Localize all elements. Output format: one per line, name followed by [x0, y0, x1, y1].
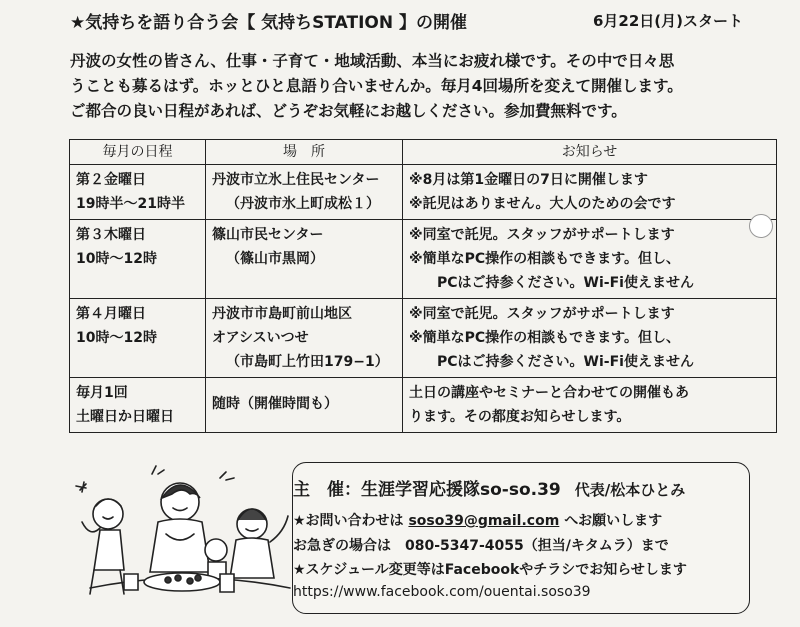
- notice-line: ※同室で託児。スタッフがサポートします: [409, 227, 675, 243]
- intro-line: うことも募るはず。ホッとひと息語り合いませんか。毎月4回場所を変えて開催します。: [70, 77, 683, 95]
- place-address: （丹波市氷上町成松１）: [226, 196, 380, 212]
- notice-line: PCはご持参ください。Wi-Fi使えません: [437, 275, 694, 291]
- notice-line: 土日の講座やセミナーと合わせての開催もあ: [409, 385, 689, 401]
- header-notice: お知らせ: [403, 140, 777, 165]
- representative: 代表/松本ひとみ: [574, 481, 686, 499]
- cell-notice: [403, 378, 777, 433]
- inquiry-suffix: へお願いします: [564, 513, 663, 529]
- schedule-day: 第３木曜日: [76, 227, 146, 243]
- notice-line: ※簡単なPC操作の相談もできます。但し、: [409, 251, 681, 267]
- table-row: [70, 220, 777, 299]
- place-name: 篠山市民センター: [212, 227, 324, 243]
- notice-line: ※簡単なPC操作の相談もできます。但し、: [409, 330, 681, 346]
- intro-line: 丹波の女性の皆さん、仕事・子育て・地域活動、本当にお疲れ様です。その中で日々思: [70, 52, 675, 70]
- cell-place: [206, 220, 403, 299]
- schedule-day: 毎月1回: [76, 385, 128, 401]
- family-illustration: [70, 462, 295, 612]
- urgent-contact: お急ぎの場合は 080-5347-4055（担当/キタムラ）まで: [293, 538, 669, 554]
- cell-schedule: [70, 165, 206, 220]
- schedule-time: 19時半〜21時半: [76, 196, 185, 212]
- organizer-name: 主 催：生涯学習応援隊so-so.39: [293, 480, 561, 500]
- notice-line: ※同室で託児。スタッフがサポートします: [409, 306, 675, 322]
- cell-place: [206, 299, 403, 378]
- schedule-time: 10時〜12時: [76, 330, 157, 346]
- event-title: ★気持ちを語り合う会【 気持ちSTATION 】の開催: [70, 13, 468, 33]
- header-schedule: 毎月の日程: [70, 140, 206, 165]
- cell-notice: [403, 299, 777, 378]
- place-name: 随時（開催時間も）: [212, 396, 338, 412]
- contact-box: [292, 462, 750, 614]
- schedule-time: 土曜日か日曜日: [76, 409, 174, 425]
- cell-schedule: [70, 299, 206, 378]
- place-name: 丹波市市島町前山地区: [212, 306, 352, 322]
- schedule-day: 第４月曜日: [76, 306, 146, 322]
- inquiry-prefix: ★お問い合わせは: [293, 513, 404, 529]
- place-address: （市島町上竹田179−1）: [226, 354, 389, 370]
- cell-notice: [403, 220, 777, 299]
- event-heading: [70, 8, 790, 33]
- notice-line: ります。その都度お知らせします。: [409, 409, 631, 425]
- intro-paragraph: [70, 49, 770, 124]
- start-date: 6月22日(月)スタート: [593, 12, 744, 30]
- place-name: 丹波市立氷上住民センター: [212, 172, 380, 188]
- facebook-url[interactable]: https://www.facebook.com/ouentai.soso39: [293, 584, 591, 600]
- cell-place: [206, 378, 403, 433]
- header-place: 場 所: [206, 140, 403, 165]
- table-header-row: [70, 140, 777, 165]
- cell-schedule: [70, 378, 206, 433]
- table-row: [70, 299, 777, 378]
- cell-schedule: [70, 220, 206, 299]
- email-link[interactable]: soso39@gmail.com: [408, 513, 560, 529]
- cell-notice: [403, 165, 777, 220]
- schedule-time: 10時〜12時: [76, 251, 157, 267]
- notice-line: ※託児はありません。大人のための会です: [409, 196, 676, 212]
- place-name: オアシスいつせ: [212, 330, 309, 346]
- binder-hole: [749, 214, 773, 238]
- schedule-table: [69, 139, 777, 433]
- table-row: [70, 378, 777, 433]
- inquiry-line: [293, 510, 662, 530]
- table-row: [70, 165, 777, 220]
- notice-line: ※8月は第1金曜日の7日に開催します: [409, 172, 648, 188]
- schedule-day: 第２金曜日: [76, 172, 146, 188]
- notice-line: PCはご持参ください。Wi-Fi使えません: [437, 354, 694, 370]
- organizer-line: [293, 475, 685, 500]
- place-address: （篠山市黒岡）: [226, 251, 324, 267]
- cell-place: [206, 165, 403, 220]
- schedule-change-note: ★スケジュール変更等はFacebookやチラシでお知らせします: [293, 562, 687, 578]
- intro-line: ご都合の良い日程があれば、どうぞお気軽にお越しください。参加費無料です。: [70, 102, 627, 120]
